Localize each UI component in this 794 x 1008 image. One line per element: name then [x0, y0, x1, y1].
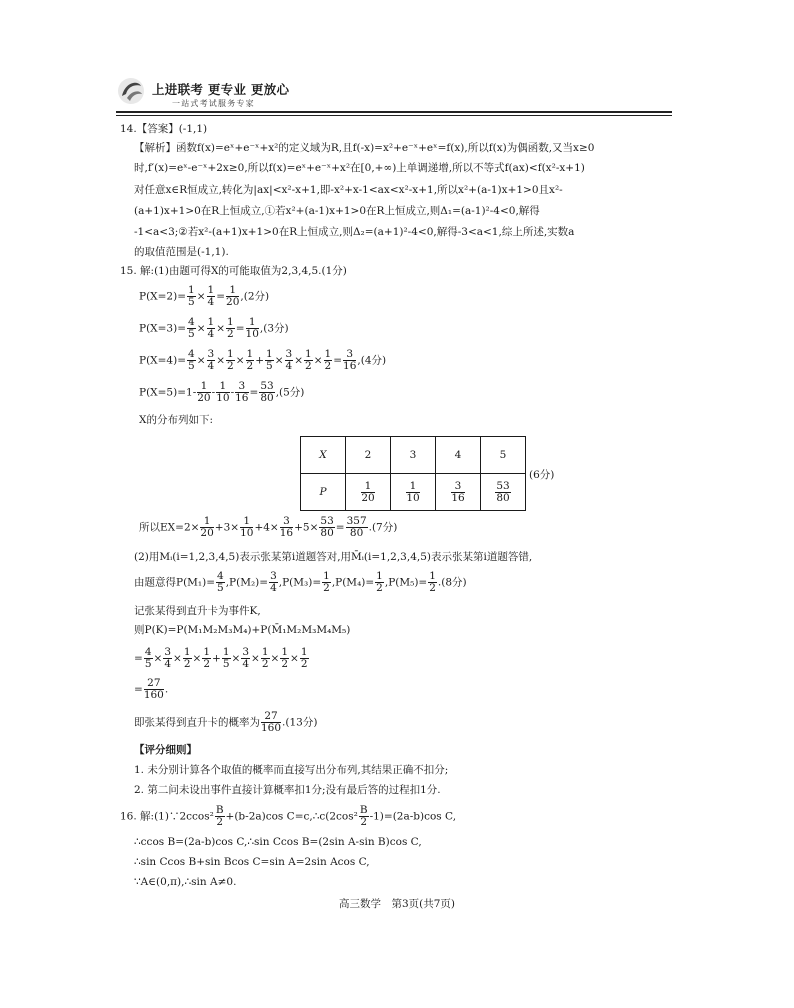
header-title: 上进联考 更专业 更放心	[152, 82, 290, 97]
table-cell: 5	[481, 437, 526, 474]
q16-line: ∵A∈(0,π),∴sin A≠0.	[134, 876, 237, 888]
p-x5-equation: P(X=5)=1- $\frac{1}{20}$ - $\frac{1}{10}$ - $\frac{3}{16}$ = $\frac{53}{80}$ ,(5分)	[139, 380, 305, 404]
table-row	[301, 437, 526, 474]
q16-line: ∴ccos B=(2a-b)cos C,∴sin Ccos B=(2sin A-sin B)cos C,	[134, 836, 422, 848]
distribution-table	[300, 436, 526, 511]
publisher-logo-icon	[116, 76, 146, 106]
expectation-equation: 所以EX=2× $\frac{1}{20}$ +3× $\frac{1}{10}$ +4× $\frac{3}{16}$ +5× $\frac{53}{80}$ = $\frac{357}{80}$ .(7分)	[139, 515, 398, 539]
q14-answer: 14.【答案】(-1,1)	[120, 123, 208, 135]
q14-line: 的取值范围是(-1,1).	[134, 246, 229, 258]
table-cell: X	[301, 437, 346, 474]
table-cell: $\frac{1}{10}$	[391, 474, 436, 511]
table-cell: 2	[346, 437, 391, 474]
q14-line: 时,f′(x)=eˣ-e⁻ˣ+2x≥0,所以f(x)=eˣ+e⁻ˣ+x²在[0,+∞)上单调递增,所以不等式f(ax)<f(x²-x+1)	[134, 162, 585, 174]
q16-line: ∴sin Ccos B+sin Bcos C=sin A=2sin Acos C,	[134, 856, 370, 868]
header-rule	[116, 111, 672, 113]
table-cell: P	[301, 474, 346, 511]
pk-equation: 则P(K)=P(M₁M₂M₃M₄)+P(M̄₁M₂M₃M₄M₅)	[134, 624, 351, 636]
header-rule-thin	[116, 115, 672, 116]
grading-title: 【评分细则】	[134, 744, 197, 756]
p-x4-equation: P(X=4)= $\frac{4}{5}$ × $\frac{3}{4}$ × $\frac{1}{2}$ × $\frac{1}{2}$ + $\frac{1}{5}$ × $\frac{3}{4}$ × $\frac{1}{2}$ × $\frac{1}{2}$ = $\frac{3}{16}$ ,(4分)	[139, 348, 387, 372]
q15-intro: 15. 解:(1)由题可得X的可能取值为2,3,4,5.(1分)	[120, 265, 347, 277]
p-x2-equation: P(X=2)= $\frac{1}{5}$ × $\frac{1}{4}$ = $\frac{1}{20}$ ,(2分)	[139, 284, 270, 308]
q14-line: 对任意x∈R恒成立,转化为|ax|<x²-x+1,即-x²+x-1<ax<x²-x+1,所以x²+(a-1)x+1>0且x²-	[134, 184, 563, 196]
pk-expansion: = $\frac{4}{5}$ × $\frac{3}{4}$ × $\frac{1}{2}$ × $\frac{1}{2}$ + $\frac{1}{5}$ × $\frac{3}{4}$ × $\frac{1}{2}$ × $\frac{1}{2}$ × $\frac{1}{2}$	[134, 646, 308, 670]
q14-line: (a+1)x+1>0在R上恒成立,①若x²+(a-1)x+1>0在R上恒成立,则Δ₁=(a-1)²-4<0,解得	[134, 205, 540, 217]
event-definition: 记张某得到直升卡为事件K,	[134, 605, 261, 617]
grading-item: 1. 未分别计算各个取值的概率而直接写出分布列,其结果正确不扣分;	[134, 764, 449, 776]
p-x3-equation: P(X=3)= $\frac{4}{5}$ × $\frac{1}{4}$ × $\frac{1}{2}$ = $\frac{1}{10}$ ,(3分)	[139, 316, 289, 340]
part2-intro: (2)用Mᵢ(i=1,2,3,4,5)表示张某第i道题答对,用M̄ᵢ(i=1,2,3,4,5)表示张某第i道题答错,	[134, 551, 533, 563]
page-footer: 高三数学 第3页(共7页)	[338, 898, 456, 910]
table-cell: 4	[436, 437, 481, 474]
q14-line: -1<a<3;②若x²-(a+1)x+1>0在R上恒成立,则Δ₂=(a+1)²-4<0,解得-3<a<1,综上所述,实数a	[134, 226, 575, 238]
header-subtitle: 一站式考试服务专家	[172, 99, 255, 108]
table-cell: $\frac{1}{20}$	[346, 474, 391, 511]
table-row	[301, 474, 526, 511]
pm-equation: 由题意得P(M₁)= $\frac{4}{5}$ ,P(M₂)= $\frac{3}{4}$ ,P(M₃)= $\frac{1}{2}$ ,P(M₄)= $\frac{1}{2}$ ,P(M₅)= $\frac{1}{2}$ .(8分)	[134, 570, 467, 594]
q14-line: 【解析】函数f(x)=eˣ+e⁻ˣ+x²的定义域为R,且f(-x)=x²+e⁻ˣ+eˣ=f(x),所以f(x)为偶函数,又当x≥0	[134, 142, 595, 154]
table-cell: $\frac{53}{80}$	[481, 474, 526, 511]
table-cell: 3	[391, 437, 436, 474]
table-cell: $\frac{3}{16}$	[436, 474, 481, 511]
table-score: (6分)	[529, 469, 555, 481]
pk-result: = $\frac{27}{160}$ .	[134, 677, 169, 701]
dist-intro: X的分布列如下:	[139, 414, 214, 426]
grading-item: 2. 第二问未设出事件直接计算概率扣1分;没有最后答的过程扣1分.	[134, 784, 441, 796]
q16-line1: 16. 解:(1)∵2ccos² $\frac{B}{2}$ +(b-2a)cos C=c,∴c(2cos² $\frac{B}{2}$ -1)=(2a-b)cos C,	[120, 804, 457, 828]
conclusion: 即张某得到直升卡的概率为 $\frac{27}{160}$ .(13分)	[134, 710, 318, 734]
